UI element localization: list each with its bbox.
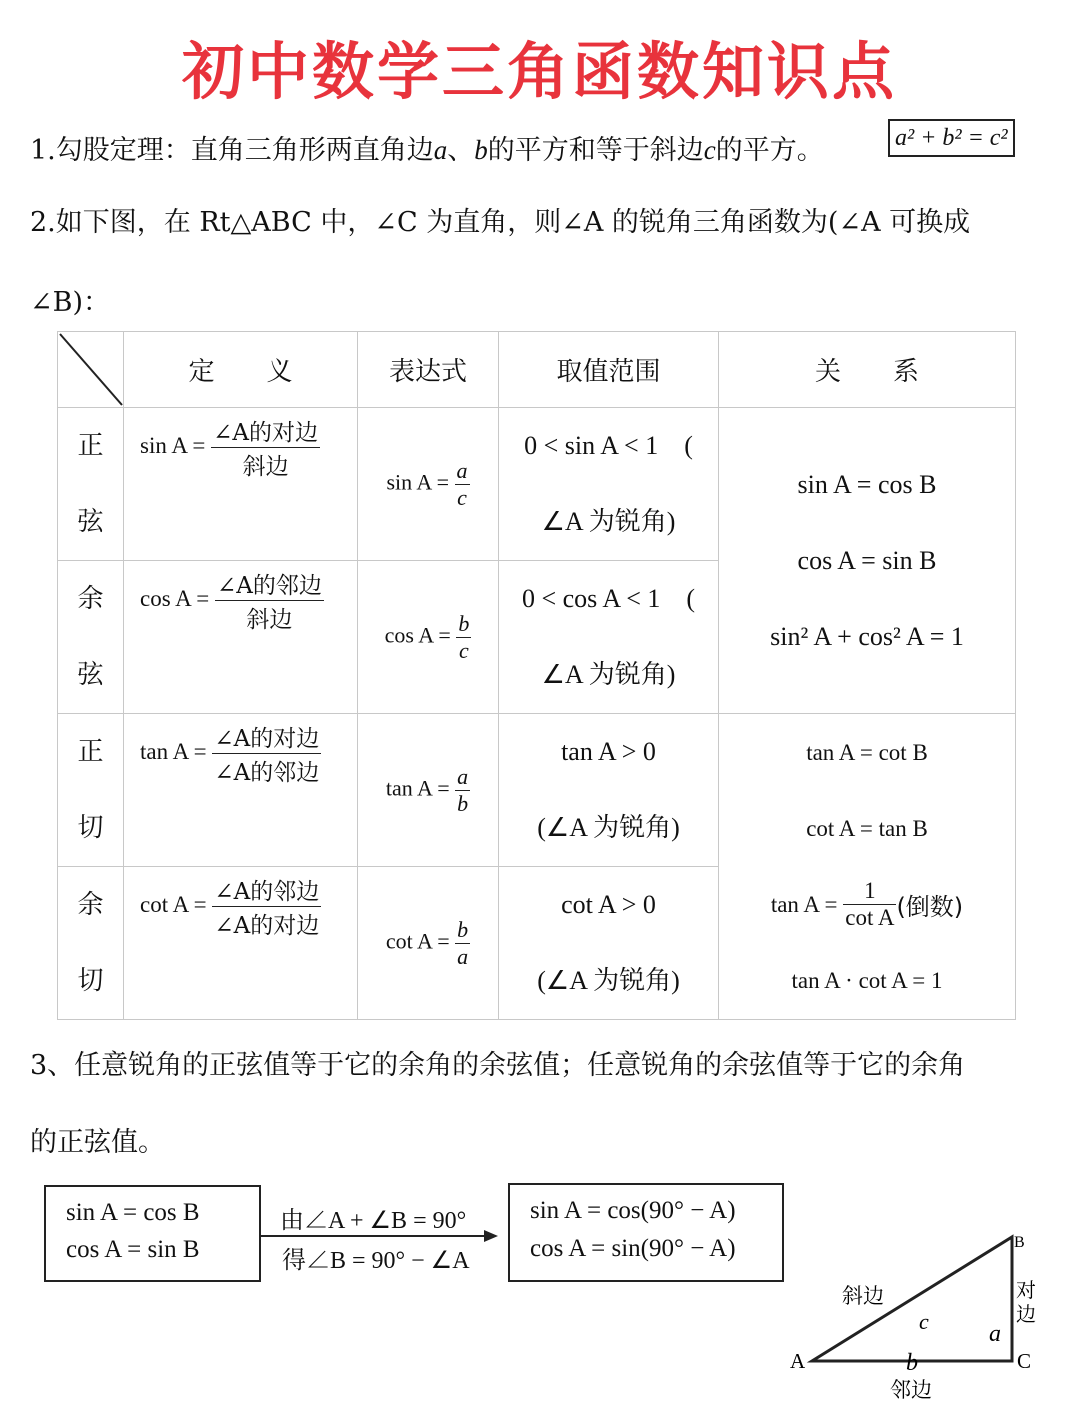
right-triangle-diagram — [770, 1225, 1070, 1406]
row-label-cos — [58, 561, 124, 714]
item-2-line-2: ∠B)： — [30, 287, 110, 318]
derivation-result: 得∠B = 90° − ∠A — [282, 1248, 470, 1274]
opposite-label-1: 对 — [1016, 1278, 1036, 1302]
expression-lhs: cos A = — [384, 622, 451, 648]
expression-cell-tan — [358, 714, 499, 867]
definition-cell-cot — [124, 867, 358, 1020]
range-line-2: (∠A 为锐角) — [537, 966, 680, 995]
var-c: c — [703, 135, 716, 165]
fraction-numerator: ∠A的对边 — [211, 414, 320, 448]
row-label-bottom: 弦 — [77, 507, 104, 537]
header-expression: 表达式 — [358, 332, 499, 408]
diagonal-corner-cell — [58, 332, 124, 408]
derivation-right-line-1: sin A = cos(90° − A) — [530, 1197, 736, 1224]
range-cell-cot — [499, 867, 719, 1020]
row-label-top: 正 — [77, 431, 104, 461]
table-header-row — [58, 332, 1016, 408]
relation-sin-cos-1: sin A = cos B — [797, 469, 937, 499]
table-row-sin — [58, 408, 1016, 561]
diagonal-line — [58, 332, 124, 407]
fraction-denominator: ∠A的对边 — [214, 913, 320, 939]
opposite-label-2: 边 — [1016, 1302, 1036, 1326]
expression-fraction — [455, 764, 470, 817]
row-label-tan — [58, 714, 124, 867]
fraction-numerator: ∠A的对边 — [212, 720, 321, 754]
derivation-condition: 由∠A + ∠B = 90° — [280, 1208, 467, 1234]
item-3-line-1: 3、任意锐角的正弦值等于它的余角的余弦值；任意锐角的余弦值等于它的余角 — [30, 1050, 966, 1081]
fraction-denominator: b — [457, 790, 469, 816]
definition-lhs: tan A = — [140, 738, 207, 764]
expression-cell-cot — [358, 867, 499, 1020]
relation-tan-reciprocal — [719, 867, 1015, 943]
table-row-tan — [58, 714, 1016, 867]
expression-fraction — [455, 917, 470, 970]
expression-cell-cos — [358, 561, 499, 714]
side-a-label: a — [989, 1321, 1001, 1347]
relation-tan-cot-1: tan A = cot B — [806, 739, 928, 765]
definition-fraction — [212, 720, 321, 787]
row-label-cot — [58, 867, 124, 1020]
fraction-denominator: c — [457, 484, 467, 510]
fraction-denominator: a — [457, 943, 469, 969]
definition-fraction — [211, 414, 320, 481]
expression-fraction — [456, 611, 471, 664]
derivation-left-box — [44, 1185, 261, 1282]
fraction-numerator: 1 — [843, 878, 896, 905]
row-label-bottom: 切 — [77, 813, 104, 843]
var-b: b — [474, 135, 488, 165]
expression-lhs: cot A = — [385, 928, 450, 954]
row-label-sin — [58, 408, 124, 561]
derivation-left-line-1: sin A = cos B — [66, 1199, 200, 1226]
relation-tan-cot-4: tan A · cot A = 1 — [791, 967, 943, 993]
relation-tan-cot-2: cot A = tan B — [806, 815, 928, 841]
var-a: a — [433, 135, 448, 165]
range-line-2: (∠A 为锐角) — [537, 813, 680, 842]
vertex-a: A — [790, 1349, 806, 1373]
definition-fraction — [212, 873, 321, 940]
separator: 、 — [447, 135, 475, 166]
expression-lhs: sin A = — [386, 469, 450, 495]
definition-lhs: cot A = — [140, 891, 207, 917]
row-label-bottom: 切 — [77, 966, 104, 996]
fraction-denominator: 斜边 — [246, 607, 293, 633]
range-line-2: ∠A 为锐角) — [541, 660, 676, 689]
row-label-top: 余 — [77, 584, 104, 614]
range-cell-tan — [499, 714, 719, 867]
derivation-left-line-2: cos A = sin B — [66, 1236, 200, 1263]
vertex-b: B — [1014, 1234, 1025, 1251]
relation-fraction — [843, 878, 896, 931]
side-c-label: c — [919, 1309, 929, 1334]
fraction-denominator: c — [458, 637, 469, 663]
fraction-denominator: 斜边 — [242, 454, 289, 480]
item-3-line-2: 的正弦值。 — [30, 1127, 165, 1158]
fraction-numerator: a — [456, 457, 468, 483]
relation-cell-tan-cot — [719, 714, 1016, 1020]
range-cell-cos — [499, 561, 719, 714]
adjacent-label: 邻边 — [890, 1378, 932, 1402]
fraction-denominator: ∠A的邻边 — [214, 760, 320, 786]
range-line-1: 0 < sin A < 1 ( — [524, 431, 693, 460]
derivation-right-line-2: cos A = sin(90° − A) — [530, 1235, 736, 1262]
fraction-numerator: b — [458, 610, 470, 636]
definition-lhs: cos A = — [140, 585, 210, 611]
range-line-1: 0 < cos A < 1 ( — [521, 584, 696, 613]
relation-note: (倒数) — [896, 893, 964, 921]
row-label-bottom: 弦 — [77, 660, 104, 690]
definition-lhs: sin A = — [140, 432, 206, 458]
range-cell-sin — [499, 408, 719, 561]
header-relation: 关 系 — [719, 332, 1016, 408]
relation-sin-cos-2: cos A = sin B — [797, 545, 937, 575]
fraction-denominator: cot A — [845, 905, 895, 930]
hypotenuse-label: 斜边 — [842, 1284, 884, 1308]
page-title: 初中数学三角函数知识点 — [181, 35, 897, 108]
expression-fraction — [455, 458, 470, 511]
header-range: 取值范围 — [499, 332, 719, 408]
range-line-1: cot A > 0 — [561, 890, 656, 919]
item-1-tail: 的平方。 — [715, 135, 824, 166]
definition-cell-tan — [124, 714, 358, 867]
expression-lhs: tan A = — [385, 775, 450, 801]
trig-function-table — [57, 331, 1016, 1020]
item-1-mid: 的平方和等于斜边 — [487, 135, 704, 166]
definition-cell-sin — [124, 408, 358, 561]
derivation-right-box — [508, 1183, 784, 1282]
vertex-c: C — [1017, 1349, 1032, 1373]
range-line-2: ∠A 为锐角) — [541, 507, 676, 536]
expression-cell-sin — [358, 408, 499, 561]
relation-cell-sin-cos — [719, 408, 1016, 714]
range-line-1: tan A > 0 — [561, 737, 656, 766]
row-label-top: 正 — [77, 737, 104, 767]
relation-sin-cos-3: sin² A + cos² A = 1 — [770, 621, 964, 651]
fraction-numerator: b — [457, 916, 469, 942]
relation-lhs: tan A = — [770, 891, 838, 917]
item-2-line-1: 2.如下图，在 Rt△ABC 中，∠C 为直角，则∠A 的锐角三角函数为(∠A 可换成 — [30, 207, 971, 238]
fraction-numerator: a — [457, 763, 469, 789]
header-definition: 定 义 — [124, 332, 358, 408]
item-1-pythagorean — [30, 128, 824, 167]
definition-cell-cos — [124, 561, 358, 714]
side-b-label: b — [906, 1350, 918, 1376]
definition-fraction — [215, 567, 324, 634]
item-1-lead: 1.勾股定理：直角三角形两直角边 — [30, 135, 434, 166]
fraction-numerator: ∠A的邻边 — [212, 873, 321, 907]
row-label-top: 余 — [77, 890, 104, 920]
fraction-numerator: ∠A的邻边 — [215, 567, 324, 601]
pythagorean-formula-box: a² + b² = c² — [888, 119, 1015, 157]
